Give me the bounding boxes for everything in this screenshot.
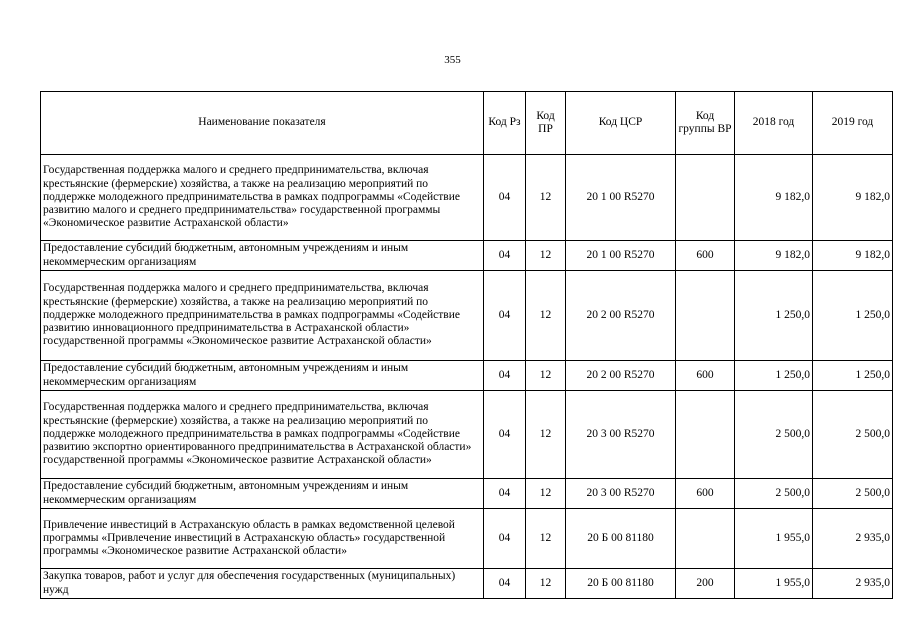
row-vr xyxy=(676,155,735,241)
row-2019: 2 500,0 xyxy=(813,391,893,479)
row-2019: 1 250,0 xyxy=(813,271,893,361)
table-header-row xyxy=(41,92,893,155)
row-pr: 12 xyxy=(526,569,566,599)
table-row xyxy=(41,569,893,599)
header-rz: Код Рз xyxy=(484,92,526,155)
row-2018: 1 955,0 xyxy=(735,569,813,599)
row-vr xyxy=(676,271,735,361)
header-vr: Код группы ВР xyxy=(676,92,735,155)
row-name: Предоставление субсидий бюджетным, автономным учреждениям и иным некоммерческим организациям xyxy=(41,361,484,391)
table-row xyxy=(41,479,893,509)
row-2018: 1 250,0 xyxy=(735,361,813,391)
row-2019: 2 500,0 xyxy=(813,479,893,509)
row-name: Государственная поддержка малого и среднего предпринимательства, включая крестьянские (фермерские) хозяйства, а также на реализацию мероприятий по поддержке молодежного предпринимательства в рамках подпрограммы «Содействие развитию инновационного предпринимательства в Астраханской области» государственной программы «Экономическое развитие Астраханской области» xyxy=(41,271,484,361)
row-csr: 20 2 00 R5270 xyxy=(566,361,676,391)
table-row xyxy=(41,241,893,271)
row-2019: 2 935,0 xyxy=(813,509,893,569)
row-csr: 20 1 00 R5270 xyxy=(566,241,676,271)
row-vr: 600 xyxy=(676,479,735,509)
row-name: Государственная поддержка малого и среднего предпринимательства, включая крестьянские (фермерские) хозяйства, а также на реализацию мероприятий по поддержке молодежного предпринимательства в рамках подпрограммы «Содействие развитию экспортно ориентированного предпринимательства в Астраханской области» государственной программы «Экономическое развитие Астраханской области» xyxy=(41,391,484,479)
row-name: Привлечение инвестиций в Астраханскую область в рамках ведомственной целевой программы «Привлечение инвестиций в Астраханскую область» государственной программы «Экономическое развитие Астраханской области» xyxy=(41,509,484,569)
row-vr xyxy=(676,391,735,479)
row-vr xyxy=(676,509,735,569)
table-row xyxy=(41,271,893,361)
row-rz: 04 xyxy=(484,155,526,241)
row-2019: 9 182,0 xyxy=(813,155,893,241)
row-2019: 2 935,0 xyxy=(813,569,893,599)
row-vr: 200 xyxy=(676,569,735,599)
row-pr: 12 xyxy=(526,241,566,271)
row-vr: 600 xyxy=(676,241,735,271)
row-rz: 04 xyxy=(484,271,526,361)
row-csr: 20 Б 00 81180 xyxy=(566,509,676,569)
row-rz: 04 xyxy=(484,509,526,569)
row-name: Предоставление субсидий бюджетным, автономным учреждениям и иным некоммерческим организациям xyxy=(41,241,484,271)
row-2018: 9 182,0 xyxy=(735,155,813,241)
table-row xyxy=(41,509,893,569)
header-pr: Код ПР xyxy=(526,92,566,155)
row-rz: 04 xyxy=(484,241,526,271)
row-csr: 20 2 00 R5270 xyxy=(566,271,676,361)
row-csr: 20 3 00 R5270 xyxy=(566,479,676,509)
row-2018: 9 182,0 xyxy=(735,241,813,271)
row-vr: 600 xyxy=(676,361,735,391)
row-rz: 04 xyxy=(484,361,526,391)
row-pr: 12 xyxy=(526,271,566,361)
row-pr: 12 xyxy=(526,509,566,569)
row-2018: 1 955,0 xyxy=(735,509,813,569)
row-pr: 12 xyxy=(526,479,566,509)
row-pr: 12 xyxy=(526,361,566,391)
row-2018: 1 250,0 xyxy=(735,271,813,361)
row-2018: 2 500,0 xyxy=(735,391,813,479)
row-name: Закупка товаров, работ и услуг для обеспечения государственных (муниципальных) нужд xyxy=(41,569,484,599)
row-2018: 2 500,0 xyxy=(735,479,813,509)
row-csr: 20 3 00 R5270 xyxy=(566,391,676,479)
page-number: 355 xyxy=(444,54,461,66)
row-2019: 1 250,0 xyxy=(813,361,893,391)
table-row xyxy=(41,155,893,241)
row-pr: 12 xyxy=(526,391,566,479)
header-csr: Код ЦСР xyxy=(566,92,676,155)
row-pr: 12 xyxy=(526,155,566,241)
row-csr: 20 Б 00 81180 xyxy=(566,569,676,599)
row-rz: 04 xyxy=(484,569,526,599)
header-2019: 2019 год xyxy=(813,92,893,155)
row-csr: 20 1 00 R5270 xyxy=(566,155,676,241)
row-rz: 04 xyxy=(484,479,526,509)
table-row xyxy=(41,391,893,479)
row-name: Предоставление субсидий бюджетным, автономным учреждениям и иным некоммерческим организациям xyxy=(41,479,484,509)
row-2019: 9 182,0 xyxy=(813,241,893,271)
row-name: Государственная поддержка малого и среднего предпринимательства, включая крестьянские (фермерские) хозяйства, а также на реализацию мероприятий по поддержке молодежного предпринимательства в рамках подпрограммы «Содействие развитию малого и среднего предпринимательства» государственной программы «Экономическое развитие Астраханской области» xyxy=(41,155,484,241)
budget-table xyxy=(40,91,893,599)
header-name: Наименование показателя xyxy=(41,92,484,155)
row-rz: 04 xyxy=(484,391,526,479)
table-row xyxy=(41,361,893,391)
header-2018: 2018 год xyxy=(735,92,813,155)
